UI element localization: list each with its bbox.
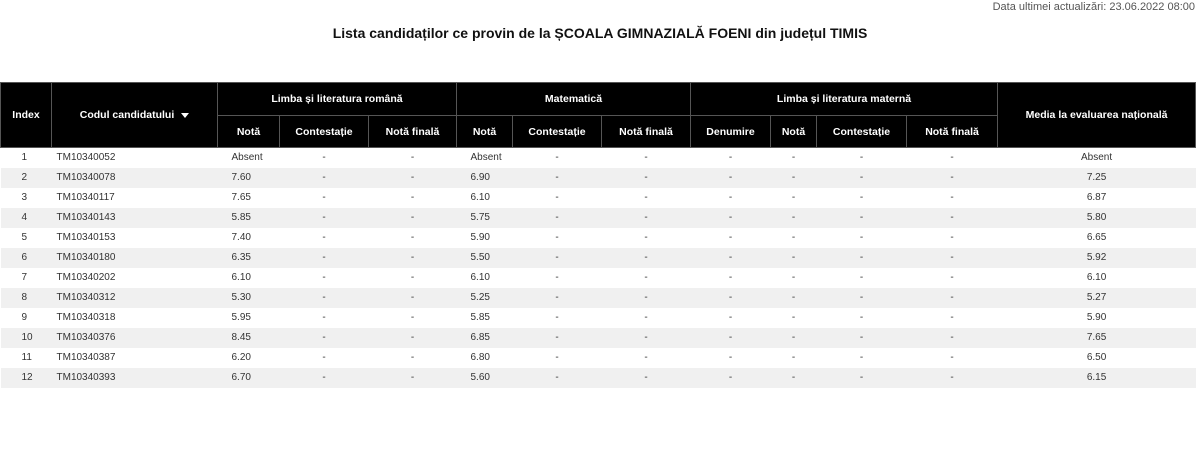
table-row xyxy=(1,268,1196,288)
cell-lm-den: - xyxy=(728,312,733,323)
cell-media: Absent xyxy=(1080,152,1113,164)
cell-lm-fin: - xyxy=(950,312,954,323)
cell-mat-nota: 5.50 xyxy=(457,248,513,268)
cell-mat-nota: 5.75 xyxy=(457,208,513,228)
cell-lm-fin: - xyxy=(907,288,998,308)
col-header-lm-denumire: Denumire xyxy=(691,116,771,148)
cell-lm-fin: - xyxy=(907,368,998,388)
cell-ro-fin: - xyxy=(369,368,457,388)
cell-mat-nota: Absent xyxy=(470,152,502,164)
table-row xyxy=(1,228,1196,248)
cell-ro-nota: 6.20 xyxy=(231,352,251,363)
cell-lm-nota: - xyxy=(791,312,796,323)
cell-lm-den: - xyxy=(728,272,733,283)
cell-media: 5.80 xyxy=(998,208,1196,228)
cell-ro-fin: - xyxy=(410,352,415,363)
group-header-romana: Limba și literatura română xyxy=(218,83,457,116)
cell-lm-fin: - xyxy=(950,152,954,164)
cell-ro-nota: 5.30 xyxy=(218,288,280,308)
col-header-ro-contestatie: Contestație xyxy=(280,116,369,148)
cell-code: TM10340180 xyxy=(52,248,218,268)
cell-index: 7 xyxy=(21,272,28,283)
cell-media: 6.15 xyxy=(998,368,1196,388)
cell-media: 5.27 xyxy=(998,288,1196,308)
cell-ro-cont: - xyxy=(280,328,369,348)
cell-code: TM10340117 xyxy=(56,192,115,203)
cell-lm-nota: - xyxy=(771,168,817,188)
cell-ro-nota: 6.35 xyxy=(218,248,280,268)
cell-index: 8 xyxy=(1,288,52,308)
cell-media: 6.65 xyxy=(1086,232,1107,243)
cell-ro-cont: - xyxy=(280,288,369,308)
cell-lm-den: - xyxy=(691,208,771,228)
table-row xyxy=(1,348,1196,368)
cell-lm-den: - xyxy=(728,232,733,243)
cell-media: 7.65 xyxy=(998,328,1196,348)
cell-lm-cont: - xyxy=(817,208,907,228)
cell-mat-nota: 6.85 xyxy=(457,328,513,348)
cell-lm-cont: - xyxy=(817,248,907,268)
cell-media: 5.90 xyxy=(1086,312,1107,323)
cell-ro-cont: - xyxy=(280,168,369,188)
cell-mat-fin: - xyxy=(602,368,691,388)
cell-lm-cont: - xyxy=(817,368,907,388)
cell-ro-nota: Absent xyxy=(231,152,263,164)
results-table xyxy=(0,82,1196,388)
cell-lm-den: - xyxy=(691,168,771,188)
cell-mat-cont: - xyxy=(513,208,602,228)
cell-mat-fin: - xyxy=(602,208,691,228)
cell-mat-nota: 5.25 xyxy=(457,288,513,308)
cell-lm-cont: - xyxy=(817,168,907,188)
cell-ro-nota: 7.65 xyxy=(231,192,251,203)
cell-lm-den: - xyxy=(728,192,733,203)
cell-mat-nota: 5.85 xyxy=(470,312,490,323)
cell-code: TM10340312 xyxy=(52,288,218,308)
table-row xyxy=(1,368,1196,388)
col-header-mat-nota-finala: Notă finală xyxy=(602,116,691,148)
table-row xyxy=(1,188,1196,208)
table-row xyxy=(1,168,1196,188)
cell-index: 6 xyxy=(1,248,52,268)
cell-mat-cont: - xyxy=(555,152,559,164)
cell-ro-fin: - xyxy=(410,312,415,323)
cell-mat-fin: - xyxy=(644,352,648,363)
cell-code: TM10340376 xyxy=(52,328,218,348)
table-row xyxy=(1,328,1196,348)
cell-mat-cont: - xyxy=(555,312,559,323)
cell-mat-cont: - xyxy=(513,368,602,388)
cell-ro-cont: - xyxy=(322,272,326,283)
cell-mat-cont: - xyxy=(513,248,602,268)
cell-mat-cont: - xyxy=(513,168,602,188)
cell-mat-nota: 6.80 xyxy=(470,352,490,363)
col-header-media: Media la evaluarea națională xyxy=(998,83,1196,148)
table-row xyxy=(1,248,1196,268)
cell-index: 2 xyxy=(1,168,52,188)
group-header-materna: Limba și literatura maternă xyxy=(691,83,998,116)
table-body xyxy=(1,148,1196,388)
cell-lm-fin: - xyxy=(907,208,998,228)
cell-lm-nota: - xyxy=(771,288,817,308)
cell-ro-cont: - xyxy=(280,368,369,388)
cell-ro-nota: 7.40 xyxy=(231,232,251,243)
cell-lm-den: - xyxy=(691,368,771,388)
cell-lm-cont: - xyxy=(859,152,864,164)
cell-lm-den: - xyxy=(691,288,771,308)
cell-lm-den: - xyxy=(728,352,733,363)
cell-index: 3 xyxy=(21,192,28,203)
cell-lm-fin: - xyxy=(907,168,998,188)
cell-lm-fin: - xyxy=(907,248,998,268)
cell-lm-nota: - xyxy=(771,208,817,228)
cell-lm-fin: - xyxy=(950,192,954,203)
cell-ro-cont: - xyxy=(322,152,326,164)
col-header-lm-nota-finala: Notă finală xyxy=(907,116,998,148)
cell-media: 6.50 xyxy=(1086,352,1107,363)
cell-mat-nota: 6.10 xyxy=(470,192,490,203)
cell-ro-fin: - xyxy=(369,248,457,268)
cell-lm-den: - xyxy=(691,328,771,348)
cell-mat-fin: - xyxy=(602,248,691,268)
cell-ro-cont: - xyxy=(322,312,326,323)
cell-code: TM10340393 xyxy=(52,368,218,388)
cell-ro-nota: 5.95 xyxy=(231,312,251,323)
cell-ro-cont: - xyxy=(280,248,369,268)
table-row xyxy=(1,308,1196,328)
cell-index: 11 xyxy=(21,352,32,363)
cell-ro-fin: - xyxy=(369,288,457,308)
cell-lm-nota: - xyxy=(771,328,817,348)
cell-ro-nota: 6.70 xyxy=(218,368,280,388)
cell-index: 12 xyxy=(1,368,52,388)
cell-ro-cont: - xyxy=(322,352,326,363)
col-header-ro-nota-finala: Notă finală xyxy=(369,116,457,148)
col-header-lm-nota: Notă xyxy=(771,116,817,148)
cell-ro-fin: - xyxy=(410,232,415,243)
table-row xyxy=(1,288,1196,308)
cell-index: 10 xyxy=(1,328,52,348)
cell-mat-fin: - xyxy=(644,232,648,243)
cell-ro-fin: - xyxy=(410,152,415,164)
cell-mat-cont: - xyxy=(513,328,602,348)
cell-lm-cont: - xyxy=(859,232,864,243)
cell-lm-fin: - xyxy=(950,232,954,243)
cell-lm-nota: - xyxy=(791,192,796,203)
cell-media: 6.87 xyxy=(1086,192,1107,203)
cell-code: TM10340052 xyxy=(56,152,116,164)
cell-lm-nota: - xyxy=(791,352,796,363)
cell-code: TM10340202 xyxy=(56,272,116,283)
cell-mat-nota: 6.90 xyxy=(457,168,513,188)
cell-index: 9 xyxy=(21,312,28,323)
table-row xyxy=(1,208,1196,228)
cell-mat-cont: - xyxy=(555,352,559,363)
col-header-mat-nota: Notă xyxy=(457,116,513,148)
table-header xyxy=(1,83,1196,148)
cell-mat-fin: - xyxy=(644,272,648,283)
cell-mat-cont: - xyxy=(513,288,602,308)
cell-mat-fin: - xyxy=(644,152,648,164)
cell-lm-fin: - xyxy=(950,272,954,283)
last-updated: Data ultimei actualizări: 23.06.2022 08:00 xyxy=(992,1,1195,13)
cell-mat-fin: - xyxy=(602,288,691,308)
cell-ro-fin: - xyxy=(369,208,457,228)
cell-ro-fin: - xyxy=(369,328,457,348)
col-header-index: Index xyxy=(1,83,52,148)
cell-mat-cont: - xyxy=(555,232,559,243)
cell-mat-fin: - xyxy=(644,312,648,323)
cell-lm-cont: - xyxy=(859,192,864,203)
cell-ro-fin: - xyxy=(369,168,457,188)
cell-code: TM10340153 xyxy=(56,232,116,243)
cell-ro-nota: 7.60 xyxy=(218,168,280,188)
cell-mat-fin: - xyxy=(602,328,691,348)
cell-code: TM10340078 xyxy=(52,168,218,188)
cell-lm-nota: - xyxy=(791,272,796,283)
cell-media: 5.92 xyxy=(998,248,1196,268)
cell-ro-nota: 8.45 xyxy=(218,328,280,348)
cell-mat-nota: 5.60 xyxy=(457,368,513,388)
cell-code: TM10340387 xyxy=(56,352,116,363)
cell-lm-den: - xyxy=(691,248,771,268)
cell-lm-nota: - xyxy=(791,232,796,243)
cell-mat-nota: 5.90 xyxy=(470,232,490,243)
page-title: Lista candidaților ce provin de la ȘCOALA GIMNAZIALĂ FOENI din județul TIMIS xyxy=(332,25,868,41)
group-header-matematica: Matematică xyxy=(457,83,691,116)
cell-code: TM10340143 xyxy=(52,208,218,228)
cell-lm-den: - xyxy=(728,152,733,164)
cell-lm-cont: - xyxy=(859,352,864,363)
cell-media: 6.10 xyxy=(1086,272,1107,283)
cell-lm-fin: - xyxy=(907,328,998,348)
col-header-code[interactable] xyxy=(52,83,218,148)
cell-ro-cont: - xyxy=(322,232,326,243)
cell-ro-cont: - xyxy=(280,208,369,228)
cell-ro-nota: 5.85 xyxy=(218,208,280,228)
cell-mat-nota: 6.10 xyxy=(470,272,490,283)
cell-lm-nota: - xyxy=(791,152,796,164)
col-header-ro-nota: Notă xyxy=(218,116,280,148)
cell-lm-cont: - xyxy=(859,312,864,323)
cell-mat-cont: - xyxy=(555,272,559,283)
cell-lm-nota: - xyxy=(771,368,817,388)
cell-lm-cont: - xyxy=(817,328,907,348)
cell-ro-fin: - xyxy=(410,272,415,283)
cell-mat-fin: - xyxy=(602,168,691,188)
cell-lm-fin: - xyxy=(950,352,954,363)
cell-code: TM10340318 xyxy=(56,312,116,323)
cell-mat-cont: - xyxy=(555,192,559,203)
table-row xyxy=(1,148,1196,168)
cell-index: 1 xyxy=(21,152,28,164)
cell-mat-fin: - xyxy=(644,192,648,203)
sort-desc-icon[interactable] xyxy=(181,113,189,118)
col-header-mat-contestatie: Contestație xyxy=(513,116,602,148)
cell-ro-fin: - xyxy=(410,192,415,203)
cell-ro-cont: - xyxy=(322,192,326,203)
cell-lm-cont: - xyxy=(859,272,864,283)
cell-ro-nota: 6.10 xyxy=(231,272,251,283)
col-header-code-label: Codul candidatului xyxy=(79,109,175,121)
cell-lm-nota: - xyxy=(771,248,817,268)
cell-index: 4 xyxy=(1,208,52,228)
cell-index: 5 xyxy=(21,232,28,243)
col-header-lm-contestatie: Contestație xyxy=(817,116,907,148)
cell-media: 7.25 xyxy=(998,168,1196,188)
cell-lm-cont: - xyxy=(817,288,907,308)
